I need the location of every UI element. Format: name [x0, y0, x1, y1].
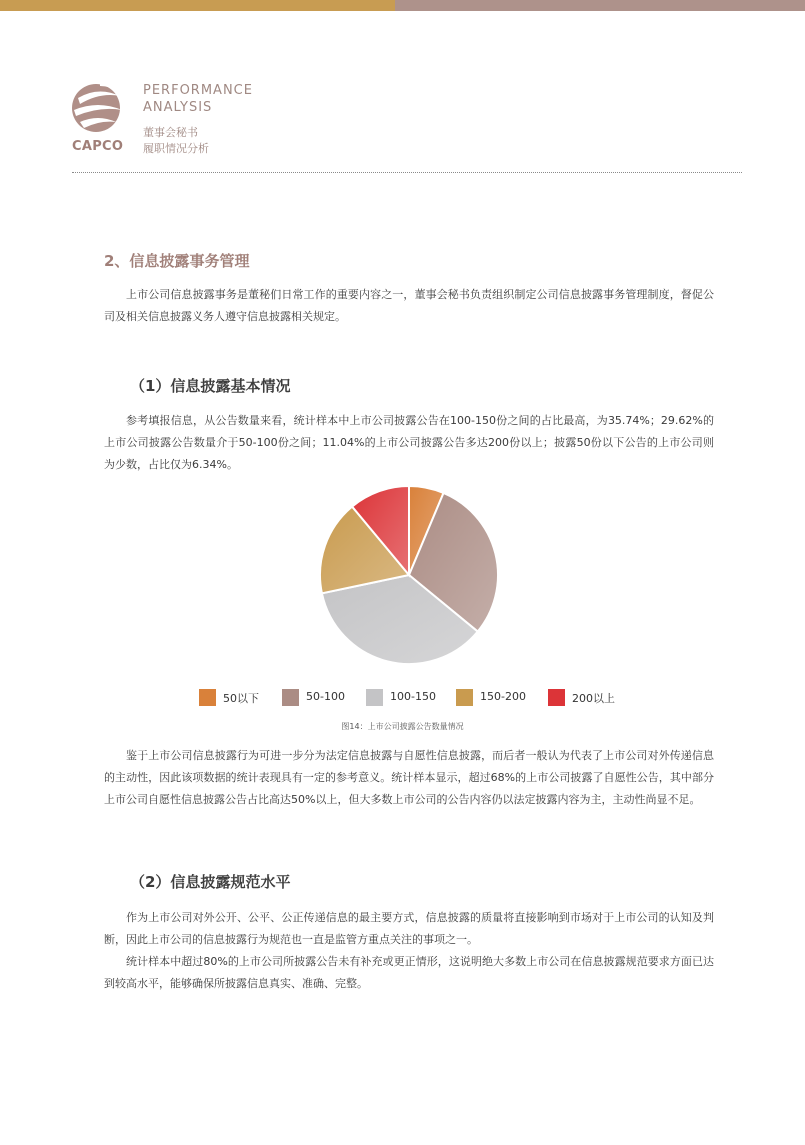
- subsection-1-paragraph-2: 鉴于上市公司信息披露行为可进一步分为法定信息披露与自愿性信息披露，而后者一般认为代表了上市公司对外传递信息的主动性，因此该项数据的统计表现具有一定的参考意义。统计样本显示，超过68%的上市公司披露了自愿性公告，其中部分上市公司自愿性信息披露公告占比高达50%以上，但大多数上市公司的公告内容仍以法定披露内容为主，主动性尚显不足。: [104, 749, 714, 806]
- legend-label: 200以上: [572, 692, 615, 705]
- top-color-bar: [0, 0, 805, 11]
- legend-swatch: [199, 689, 216, 706]
- header-title-line1: PERFORMANCE: [143, 83, 253, 98]
- legend-swatch: [282, 689, 299, 706]
- header-subtitle-line2: 履职情况分析: [143, 142, 209, 155]
- legend-label: 50-100: [306, 690, 345, 703]
- legend-label: 50以下: [223, 692, 259, 705]
- legend-swatch: [548, 689, 565, 706]
- header-title-line2: ANALYSIS: [143, 100, 213, 115]
- header-subtitle: [143, 125, 209, 157]
- header-subtitle-line1: 董事会秘书: [143, 126, 198, 139]
- subsection-2-paragraph-1: 作为上市公司对外公开、公平、公正传递信息的最主要方式，信息披露的质量将直接影响到市场对于上市公司的认知及判断，因此上市公司的信息披露行为规范也一直是监管方重点关注的事项之一。: [104, 911, 714, 946]
- legend-swatch: [366, 689, 383, 706]
- chart-legend: [199, 688, 629, 708]
- section-intro: 上市公司信息披露事务是董秘们日常工作的重要内容之一，董事会秘书负责组织制定公司信息披露事务管理制度，督促公司及相关信息披露义务人遵守信息披露相关规定。: [104, 288, 714, 323]
- section-heading: 2、信息披露事务管理: [104, 252, 250, 270]
- subsection-heading-2: （2）信息披露规范水平: [130, 873, 291, 891]
- subsection-2-paragraph-2: 统计样本中超过80%的上市公司所披露公告未有补充或更正情形，这说明绝大多数上市公司在信息披露规范要求方面已达到较高水平，能够确保所披露信息真实、准确、完整。: [104, 955, 714, 990]
- pie-chart: [318, 484, 500, 666]
- header-divider: [72, 172, 742, 173]
- top-bar-taupe: [395, 0, 805, 11]
- legend-label: 150-200: [480, 690, 526, 703]
- subsection-heading-1: （1）信息披露基本情况: [130, 377, 291, 395]
- chart-caption: 图14：上市公司披露公告数量情况: [341, 722, 464, 731]
- brand-name: CAPCO: [72, 139, 124, 154]
- legend-label: 100-150: [390, 690, 436, 703]
- header-title: [143, 82, 253, 116]
- subsection-1-paragraph-1: 参考填报信息，从公告数量来看，统计样本中上市公司披露公告在100-150份之间的占比最高，为35.74%；29.62%的上市公司披露公告数量介于50-100份之间；11.04%的上市公司披露公告多达200份以上；披露50份以下公告的上市公司则为少数，占比仅为6.34%。: [104, 414, 714, 471]
- legend-swatch: [456, 689, 473, 706]
- top-bar-gold: [0, 0, 395, 11]
